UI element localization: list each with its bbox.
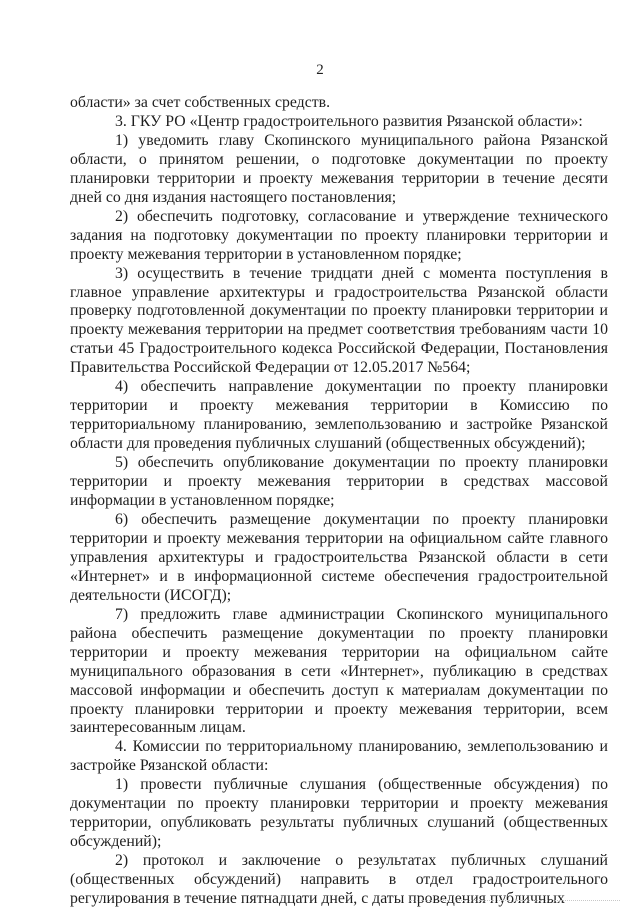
page-number: 2 <box>316 62 324 78</box>
paragraph-4-1: 1) провести публичные слушания (общественные обсуждения) по документации по проекту планировки территории и проекту межевания территории, опубликовать результаты публичных слушаний (общественных обсуждений); <box>70 776 608 851</box>
paragraph-item-3-heading: 3. ГКУ РО «Центр градостроительного развития Рязанской области»: <box>115 112 583 130</box>
paragraph-3-7: 7) предложить главе администрации Скопинского муниципального района обеспечить размещение документации по проекту планировки территории и проекту межевания территории на официальном сайте муниципального образования в сети «Интернет», публикацию в средствах массовой информации и обеспечить доступ к материалам документации по проекту планировки территории и проекту межевания территории, всем заинтересованным лицам. <box>70 605 608 737</box>
paragraph-3-2: 2) обеспечить подготовку, согласование и утверждение технического задания на подготовку документации по проекту планировки территории и проекту межевания территории в установленном порядке; <box>70 207 608 263</box>
paragraph-continuation: области» за счет собственных средств. <box>70 94 331 111</box>
scan-artifact-dots <box>410 899 620 901</box>
paragraph-3-3: 3) осуществить в течение тридцати дней с момента поступления в главное управление архитектуры и градостроительства Рязанской области проверку подготовленной документации по проекту планировки территории и проекту межевания территории на предмет соответствия требованиям части 10 статьи 45 Градостроительного кодекса Российской Федерации, Постановления Правительства Российской Федерации от 12.05.2017 №564; <box>70 264 608 377</box>
paragraph-3-6: 6) обеспечить размещение документации по проекту планировки территории и проекту межевания территории на официальном сайте главного управления архитектуры и градостроительства Рязанской области в сети «Интернет» и в информационной системе обеспечения градостроительной деятельности (ИСОГД); <box>70 510 608 604</box>
paragraph-3-1: 1) уведомить главу Скопинского муниципального района Рязанской области, о принятом решении, о подготовке документации по проекту планировки территории и проекту межевания территории в течение десяти дней со дня издания настоящего постановления; <box>70 131 608 206</box>
paragraph-3-5: 5) обеспечить опубликование документации по проекту планировки территории и проекту межевания территории в средствах массовой информации в установленном порядке; <box>70 454 608 510</box>
paragraph-item-4-heading: 4. Комиссии по территориальному планированию, землепользованию и застройке Рязанской области: <box>70 738 608 775</box>
paragraph-3-4: 4) обеспечить направление документации по проекту планировки территории и проекту межевания территории в Комиссию по территориальному планированию, землепользованию и застройке Рязанской области для проведения публичных слушаний (общественных обсуждений); <box>70 378 608 453</box>
document-body <box>70 94 608 909</box>
paragraph-4-2: 2) протокол и заключение о результатах публичных слушаний (общественных обсуждений) направить в отдел градостроительного регулирования в течение пятнадцати дней, с даты проведения публичных <box>70 852 608 908</box>
